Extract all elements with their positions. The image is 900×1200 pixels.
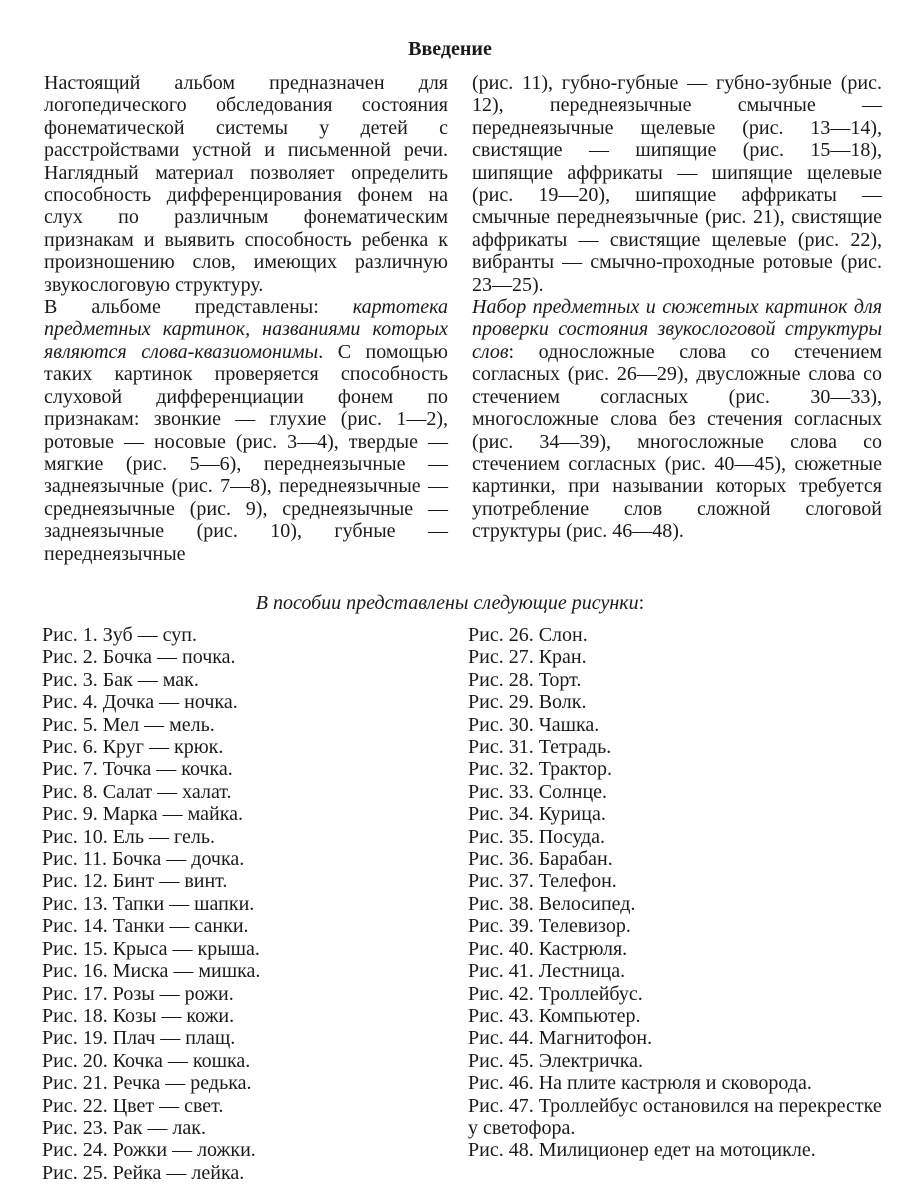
figure-list-item: Рис. 28. Торт. [468, 668, 582, 691]
intro-paragraph-4-rest: : односложные слова со стечением согласных (рис. 26—29), двусложные слова со стечением согласных (рис. 30—33), многосложные слова без стечения согласных (рис. 34—39), многосложные слова со стечением согласных (рис. 40—45), сюжетные картинки, при назывании которых требуется употребление слов сложной слоговой структуры (рис. 46—48). [472, 340, 882, 543]
figure-list-item: Рис. 20. Кочка — кошка. [42, 1049, 251, 1072]
figure-list-item: Рис. 17. Розы — рожи. [42, 982, 234, 1005]
figure-list-right [468, 624, 888, 1162]
figure-list-item: Рис. 45. Электричка. [468, 1049, 643, 1072]
figure-list-item: Рис. 29. Волк. [468, 691, 587, 714]
figure-list-item: Рис. 1. Зуб — суп. [42, 624, 197, 646]
figure-list-item: Рис. 14. Танки — санки. [42, 915, 249, 938]
figure-list-item: Рис. 2. Бочка — почка. [42, 646, 236, 669]
figure-list-item: Рис. 37. Телефон. [468, 870, 617, 893]
figure-list-item: Рис. 44. Магнитофон. [468, 1027, 653, 1050]
figure-list-item: Рис. 12. Бинт — винт. [42, 870, 228, 893]
figure-list-item: Рис. 33. Солнце. [468, 780, 608, 803]
figure-list-item: Рис. 7. Точка — кочка. [42, 758, 233, 781]
figure-list-item: Рис. 5. Мел — мель. [42, 713, 215, 736]
figure-list-item: Рис. 9. Марка — майка. [42, 803, 244, 826]
figure-list-left [42, 624, 462, 1184]
figure-list-item: Рис. 27. Кран. [468, 646, 587, 669]
intro-paragraph-2 [44, 296, 448, 565]
figure-list-item: Рис. 39. Телевизор. [468, 915, 631, 938]
intro-paragraph-1: Настоящий альбом предназначен для логопедического обследования состояния фонематической системы у детей с расстройствами устной и письменной речи. Наглядный материал позволяет определить способность дифференцирования фонем на слух по различным фонематическим признакам и выявить способность ребенка к произношению слов, имеющих различную звукослоговую структуру. [44, 72, 448, 296]
intro-paragraph-3: (рис. 11), губно-губные — губно-зубные (рис. 12), переднеязычные смычные — переднеязычные щелевые (рис. 13—14), свистящие — шипящие (рис. 15—18), шипящие аффрикаты — шипящие щелевые (рис. 19—20), шипящие аффрикаты — смычные переднеязычные (рис. 21), свистящие аффрикаты — свистящие щелевые (рис. 22), вибранты — смычно-проходные ротовые (рис. 23—25). [472, 72, 882, 296]
figure-list-item: Рис. 26. Слон. [468, 624, 588, 646]
figure-list-item: Рис. 32. Трактор. [468, 758, 612, 781]
figure-list-item: Рис. 25. Рейка — лейка. [42, 1161, 245, 1184]
figure-list-item: Рис. 22. Цвет — свет. [42, 1094, 224, 1117]
figure-list-item: Рис. 38. Велосипед. [468, 892, 636, 915]
intro-right-column [472, 72, 882, 543]
figure-list-item: Рис. 40. Кастрюля. [468, 937, 628, 960]
figure-list-item: Рис. 10. Ель — гель. [42, 825, 215, 848]
figure-list-item: Рис. 6. Круг — крюк. [42, 736, 224, 759]
figure-list-item: Рис. 30. Чашка. [468, 713, 600, 736]
figure-list-item: Рис. 16. Миска — мишка. [42, 960, 261, 983]
figures-subtitle-text: В пособии представлены следующие рисунки [255, 592, 639, 614]
figure-list-item: Рис. 36. Барабан. [468, 848, 613, 871]
figure-list-item: Рис. 48. Милиционер едет на мотоцикле. [468, 1139, 816, 1162]
figure-list-item: Рис. 21. Речка — редька. [42, 1072, 252, 1095]
figure-list-item: Рис. 3. Бак — мак. [42, 668, 199, 691]
figure-list-item: Рис. 15. Крыса — крыша. [42, 937, 260, 960]
figure-list-item: Рис. 42. Троллейбус. [468, 982, 643, 1005]
figure-list-item: Рис. 18. Козы — кожи. [42, 1004, 235, 1027]
page-title: Введение [408, 38, 492, 60]
figure-list-item: Рис. 24. Рожки — ложки. [42, 1139, 256, 1162]
figure-list-item: Рис. 43. Компьютер. [468, 1004, 641, 1027]
intro-paragraph-4 [472, 296, 882, 542]
figure-list-item: Рис. 47. Троллейбус остановился на перекрестке у светофора. [468, 1094, 882, 1139]
figure-list-item: Рис. 11. Бочка — дочка. [42, 848, 245, 871]
figure-list-item: Рис. 19. Плач — плащ. [42, 1027, 236, 1050]
figure-list-item: Рис. 8. Салат — халат. [42, 780, 232, 803]
figure-list-item: Рис. 31. Тетрадь. [468, 736, 612, 759]
figure-list-item: Рис. 4. Дочка — ночка. [42, 691, 238, 714]
figure-list-item: Рис. 13. Тапки — шапки. [42, 892, 255, 915]
figures-subtitle [0, 592, 900, 615]
figures-subtitle-colon: : [638, 592, 645, 614]
figure-list-item: Рис. 46. На плите кастрюля и сковорода. [468, 1072, 812, 1095]
intro-paragraph-4-emphasis: Набор предметных и сюжетных картинок для проверки состояния звукослоговой структуры слов [472, 296, 882, 363]
figure-list-item: Рис. 23. Рак — лак. [42, 1116, 206, 1139]
intro-left-column [44, 72, 448, 565]
intro-paragraph-2-emphasis: картотека предметных картинок, названиями которых являются слова-квазиомонимы [44, 296, 448, 363]
intro-paragraph-2-rest: . С помощью таких картинок проверяется способность слуховой дифференциации фонем по признакам: звонкие — глухие (рис. 1—2), ротовые — носовые (рис. 3—4), твердые — мягкие (рис. 5—6), переднеязычные — заднеязычные (рис. 7—8), переднеязычные — среднеязычные (рис. 9), среднеязычные — заднеязычные (рис. 10), губные — переднеязычные [44, 340, 448, 565]
figure-list-item: Рис. 34. Курица. [468, 803, 606, 826]
figure-list-item: Рис. 35. Посуда. [468, 825, 606, 848]
figure-list-item: Рис. 41. Лестница. [468, 960, 626, 983]
intro-paragraph-2-lead: В альбоме представлены: [44, 296, 353, 319]
